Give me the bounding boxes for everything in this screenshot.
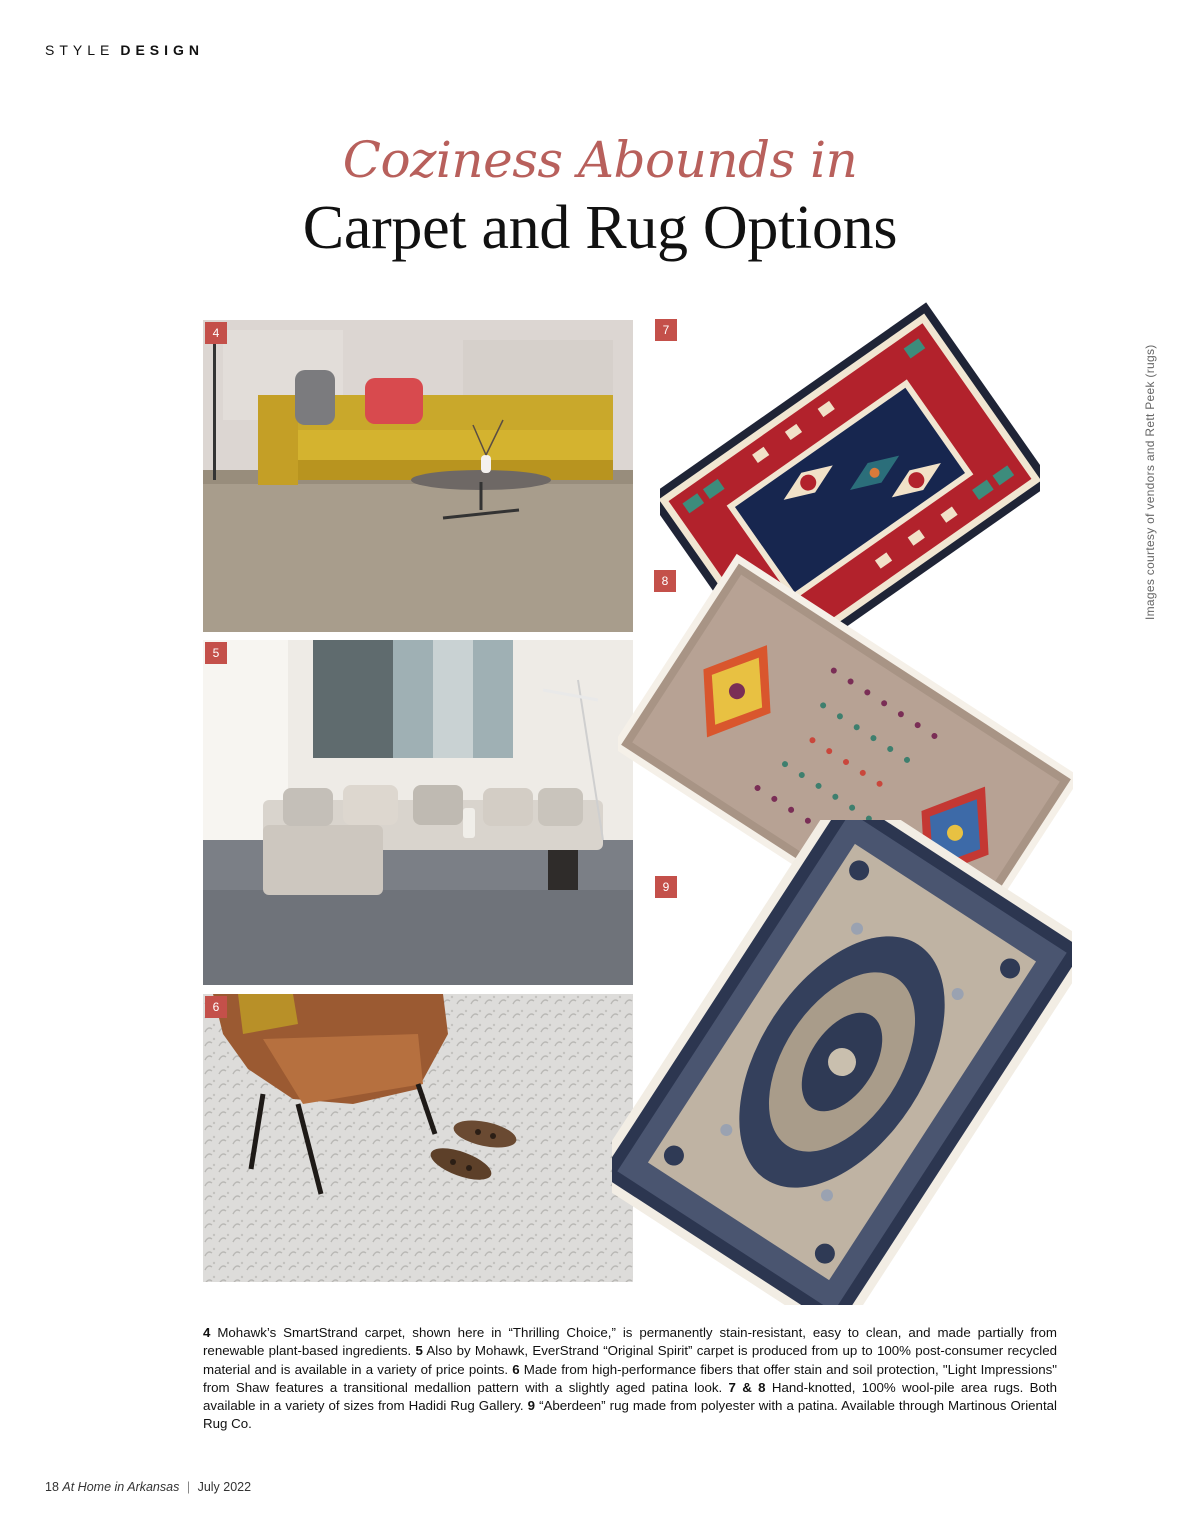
- caption-text: “Aberdeen” rug made from polyester with a patina. Available through Martinous Oriental Rug Co.: [203, 1398, 1057, 1432]
- caption-text: Mohawk’s SmartStrand carpet, shown here in “Thrilling Choice,” is permanently stain-resistant, easy to clean, and made partially from renewable plant-based ingredients.: [203, 1325, 1057, 1359]
- caption-paragraph: [203, 1324, 1057, 1434]
- rug-9-navy-medallion: [612, 820, 1072, 1305]
- caption-num: 4: [203, 1325, 211, 1340]
- caption-num: 6: [512, 1361, 520, 1377]
- photo-grey-sectional: [203, 640, 633, 985]
- magazine-name: At Home in Arkansas: [62, 1480, 180, 1494]
- caption-text: Made from high-performance fibers that offer stain and soil protection, "Light Impressions" from Shaw features a transitional medallion pattern with a slightly aged patina look.: [203, 1361, 1057, 1395]
- caption-num: 9: [527, 1398, 536, 1414]
- headline: [0, 128, 1200, 264]
- photo-6-badge: 6: [205, 996, 227, 1018]
- photo-4-badge: 4: [205, 322, 227, 344]
- issue-date: July 2022: [197, 1480, 252, 1494]
- photo-5-badge: 5: [205, 642, 227, 664]
- image-credit: Images courtesy of vendors and Rett Peek (rugs): [1143, 344, 1157, 620]
- page-number: 18: [45, 1480, 59, 1494]
- headline-line2: Carpet and Rug Options: [302, 194, 898, 262]
- rug-7-badge: 7: [655, 319, 677, 341]
- section-label: [45, 42, 204, 58]
- section-name: STYLE: [45, 42, 115, 58]
- rug-9-badge: 9: [655, 876, 677, 898]
- rug-8-badge: 8: [654, 570, 676, 592]
- headline-line1: Coziness Abounds in: [342, 131, 858, 189]
- photo-leather-chair: [203, 994, 633, 1282]
- caption-num: 5: [415, 1343, 423, 1359]
- footer-separator: |: [186, 1480, 191, 1494]
- subsection-name: DESIGN: [120, 42, 205, 58]
- page-footer: [45, 1480, 251, 1494]
- caption-text: Hand-knotted, 100% wool-pile area rugs. Both available in a variety of sizes from Hadidi Rug Gallery.: [203, 1379, 1057, 1414]
- photo-yellow-sofa: [203, 320, 633, 632]
- caption-text: Also by Mohawk, EverStrand “Original Spirit” carpet is produced from up to 100% post-consumer recycled material and is available in a variety of price points.: [203, 1343, 1057, 1377]
- caption-num: 7 & 8: [728, 1379, 766, 1395]
